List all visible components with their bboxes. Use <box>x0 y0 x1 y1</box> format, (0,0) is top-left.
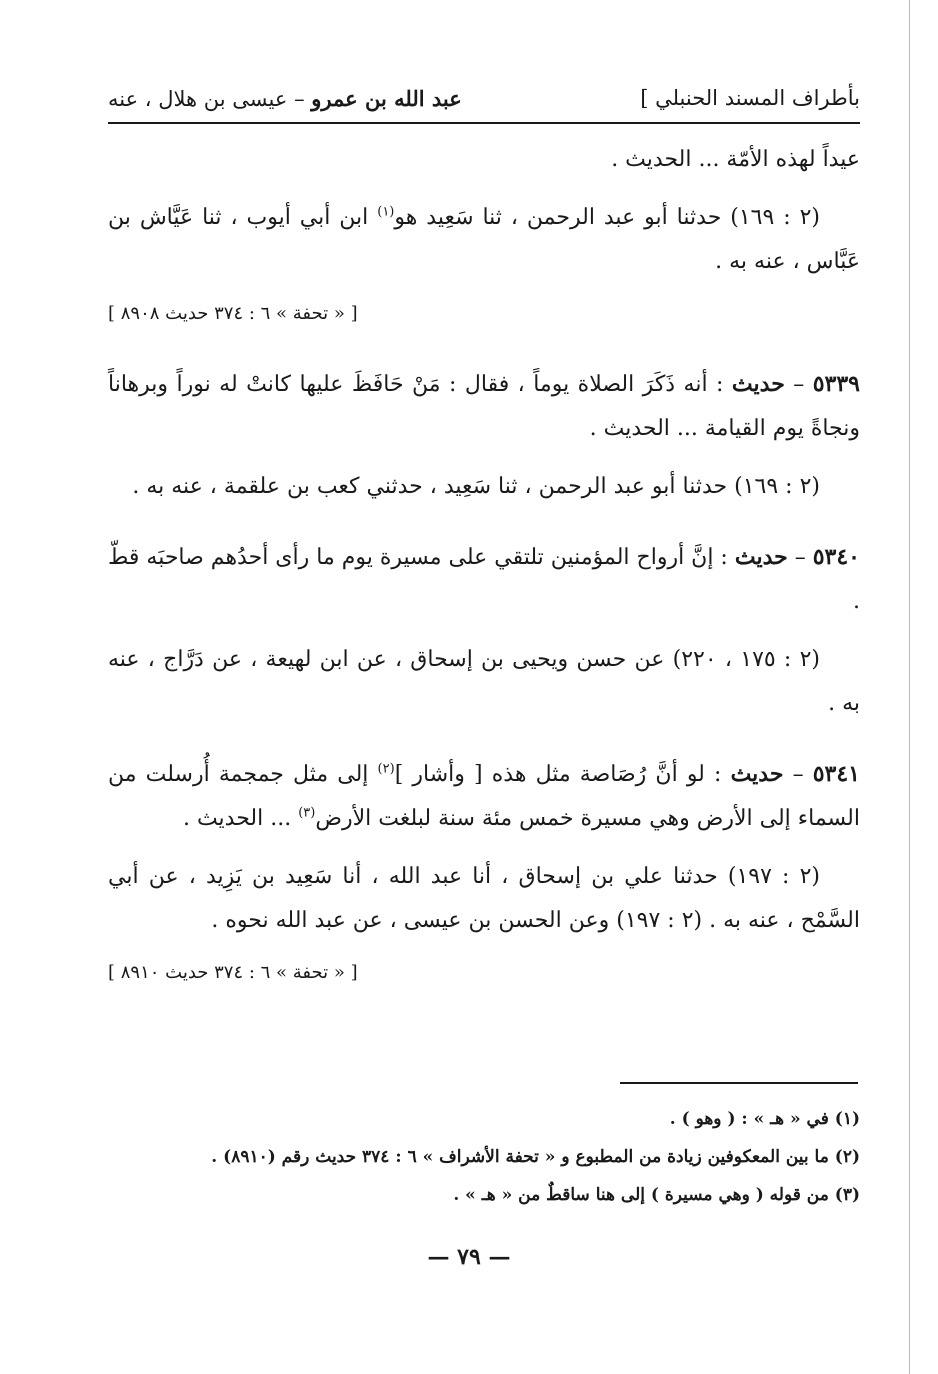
spacer <box>108 624 860 638</box>
hadith-chain: (٢ : ١٩٧) حدثنا علي بن إسحاق ، أنا عبد الله ، أنا سَعِيد بن يَزِيد ، عن أبي السَّمْح ، عنه به . (٢ : ١٩٧) وعن الحسن بن عيسى ، عن عبد الله نحوه . <box>108 864 860 933</box>
spacer <box>108 509 860 535</box>
hadith-text: : لو أنَّ رُصَاصة مثل هذه [ وأشار ] <box>394 762 731 787</box>
page-number: — ٧٩ — <box>427 1244 511 1270</box>
page-edge-line <box>909 0 910 1374</box>
spacer <box>108 726 860 752</box>
spacer <box>108 841 860 855</box>
hadith-text: إلى مثل جمجمة أُرسلت من السماء إلى الأرض وهي مسيرة خمس مئة سنة لبلغت الأرض <box>108 762 860 831</box>
footnote-ref: (٢) <box>377 761 395 777</box>
spacer <box>108 182 860 196</box>
hadith-entry-5340: ٥٣٤٠ – حديث : إنَّ أرواح المؤمنين تلتقي على مسيرة يوم ما رأى أحدُهم صاحبَه قطّ . <box>108 544 860 614</box>
hadith-keyword: حديث <box>734 544 788 570</box>
hadith-text: : إنَّ أرواح المؤمنين تلتقي على مسيرة يوم ما رأى أحدُهم صاحبَه قطّ . <box>108 545 860 614</box>
spacer <box>108 451 860 465</box>
header-book-title: بأطراف المسند الحنبلي ] <box>640 86 860 110</box>
hadith-text: : أنه ذَكَرَ الصلاة يوماً ، فقال : مَنْ حَافَظَ عليها كانتْ له نوراً وبرهاناً ونجاةً يوم القيامة ... الحديث . <box>108 372 860 441</box>
footnote-2: (٢) ما بين المعكوفين زيادة من المطبوع و « تحفة الأشراف » ٦ : ٣٧٤ حديث رقم (٨٩١٠) . <box>211 1147 860 1167</box>
spacer <box>108 336 860 362</box>
hadith-number: ٥٣٣٩ <box>812 371 860 397</box>
hadith-keyword: حديث <box>730 761 784 787</box>
hadith-keyword: حديث <box>731 371 785 397</box>
header-chapter-rest: – عيسى بن هلال ، عنه <box>108 87 312 111</box>
hadith-text: ... الحديث . <box>182 806 299 831</box>
footnote-ref: (٣) <box>298 805 316 821</box>
tuhfa-reference: [ « تحفة » ٦ : ٣٧٤ حديث ٨٩٠٨ ] <box>108 303 358 324</box>
running-header <box>108 82 860 122</box>
hadith-number: ٥٣٤٠ <box>812 544 860 570</box>
chain-part: (٢ : ١٦٩) حدثنا أبو عبد الرحمن ، ثنا سَعِيد هو <box>394 205 821 230</box>
footnote-3: (٣) من قوله ( وهي مسيرة ) إلى هنا ساقطٌ من « هـ » . <box>453 1185 860 1205</box>
hadith-entry-5339: ٥٣٣٩ – حديث : أنه ذَكَرَ الصلاة يوماً ، فقال : مَنْ حَافَظَ عليها كانتْ له نوراً وبرهاناً ونجاةً يوم القيامة ... الحديث . <box>108 371 860 441</box>
tuhfa-reference: [ « تحفة » ٦ : ٣٧٤ حديث ٨٩١٠ ] <box>108 962 358 983</box>
footnote-1: (١) في « هـ » : ( وهو ) . <box>669 1109 860 1129</box>
header-rule <box>108 122 860 124</box>
hadith-chain <box>108 196 860 284</box>
header-chapter-title <box>108 86 462 111</box>
chain-part: ابن أبي أيوب ، ثنا عَيَّاش بن عَبَّاس ، عنه به . <box>108 205 860 274</box>
hadith-continuation-text: عيداً لهذه الأمّة ... الحديث . <box>611 147 860 172</box>
footnotes <box>108 1100 860 1214</box>
header-chapter-bold: عبد الله بن عمرو <box>311 86 462 111</box>
hadith-chain: (٢ : ١٧٥ ، ٢٢٠) عن حسن ويحيى بن إسحاق ، عن ابن لهيعة ، عن دَرَّاج ، عنه به . <box>108 647 860 716</box>
main-text <box>108 138 860 995</box>
footnote-ref: (١) <box>377 204 395 220</box>
hadith-chain: (٢ : ١٦٩) حدثنا أبو عبد الرحمن ، ثنا سَعِيد ، حدثني كعب بن علقمة ، عنه به . <box>132 474 820 499</box>
hadith-entry-5341: ٥٣٤١ – حديث : لو أنَّ رُصَاصة مثل هذه [ وأشار ]$^{(٢)}$ إلى مثل جمجمة أُرسلت من السماء إلى الأرض وهي مسيرة خمس مئة سنة لبلغت الأرض$^{(٣)}$ ... الحديث . <box>108 761 860 831</box>
footnote-rule <box>620 1082 858 1084</box>
hadith-number: ٥٣٤١ <box>812 761 860 787</box>
